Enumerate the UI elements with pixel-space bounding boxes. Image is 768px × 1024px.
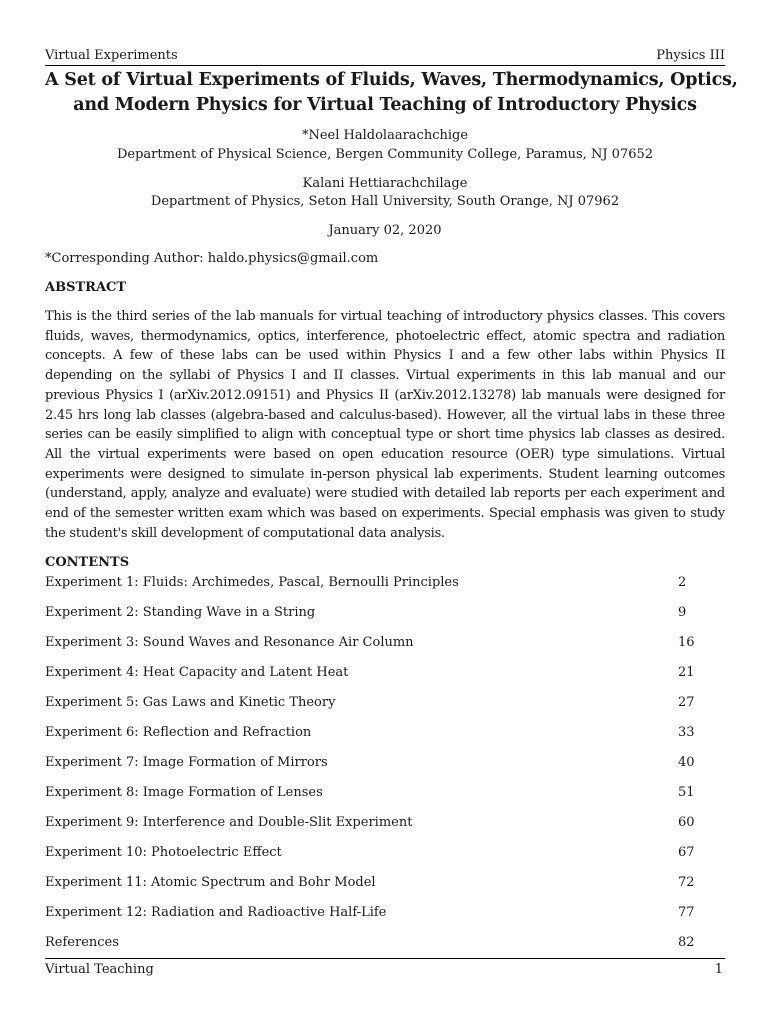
contents-heading: CONTENTS — [45, 555, 130, 570]
running-header — [45, 47, 725, 66]
running-footer — [45, 958, 725, 979]
table-of-contents — [45, 573, 725, 963]
toc-entry-title: Experiment 9: Interference and Double-Slit Experiment — [45, 815, 413, 830]
header-right: Physics III — [656, 48, 725, 63]
toc-entry-title: Experiment 1: Fluids: Archimedes, Pascal, Bernoulli Principles — [45, 575, 459, 590]
toc-entry-title: Experiment 5: Gas Laws and Kinetic Theory — [45, 695, 336, 710]
toc-entry-page: 77 — [678, 905, 695, 920]
toc-entry — [45, 753, 725, 783]
toc-entry-page: 2 — [678, 575, 687, 590]
toc-entry — [45, 873, 725, 903]
toc-entry-title: Experiment 4: Heat Capacity and Latent Heat — [45, 665, 349, 680]
author-1-affiliation: Department of Physical Science, Bergen Community College, Paramus, NJ 07652 — [116, 147, 654, 162]
toc-entry-page: 33 — [678, 725, 695, 740]
toc-entry — [45, 903, 725, 933]
title-line-2: and Modern Physics for Virtual Teaching of Introductory Physics — [73, 95, 697, 115]
corresponding-author: *Corresponding Author: haldo.physics@gmail.com — [45, 251, 379, 266]
author-2-affiliation: Department of Physics, Seton Hall University, South Orange, NJ 07962 — [150, 194, 620, 209]
toc-entry-page: 72 — [678, 875, 695, 890]
paper-date: January 02, 2020 — [328, 223, 442, 238]
toc-entry — [45, 843, 725, 873]
toc-entry-page: 40 — [678, 755, 695, 770]
author-1-name: *Neel Haldolaarachchige — [301, 128, 469, 143]
toc-entry-title: Experiment 12: Radiation and Radioactive Half-Life — [45, 905, 387, 920]
toc-entry — [45, 693, 725, 723]
toc-entry-page: 51 — [678, 785, 695, 800]
author-2-name: Kalani Hettiarachchilage — [302, 176, 468, 191]
toc-entry-page: 9 — [678, 605, 687, 620]
toc-entry-title: References — [45, 935, 119, 950]
toc-entry — [45, 723, 725, 753]
toc-entry-page: 82 — [678, 935, 695, 950]
toc-entry-title: Experiment 3: Sound Waves and Resonance Air Column — [45, 635, 414, 650]
toc-entry-page: 16 — [678, 635, 695, 650]
toc-entry — [45, 783, 725, 813]
toc-entry-title: Experiment 7: Image Formation of Mirrors — [45, 755, 328, 770]
footer-left: Virtual Teaching — [45, 962, 154, 977]
toc-entry — [45, 573, 725, 603]
title-line-1: A Set of Virtual Experiments of Fluids, Waves, Thermodynamics, Optics, — [45, 70, 738, 90]
toc-entry-page: 60 — [678, 815, 695, 830]
abstract-text: This is the third series of the lab manuals for virtual teaching of introductory physics classes. This covers fluids, waves, thermodynamics, optics, interference, photoelectric effect, atomic spectra and radiation concepts. A few of these labs can be used within Physics I and a few other labs within Physics II depending on the syllabi of Physics I and II classes. Virtual experiments in this lab manual and our previous Physics I (arXiv.2012.09151) and Physics II (arXiv.2012.13278) lab manuals were designed for 2.45 hrs long lab classes (algebra-based and calculus-based). However, all the virtual labs in these three series can be easily simplified to align with conceptual type or short time physics lab classes as desired. All the virtual experiments were based on open education resource (OER) type simulations. Virtual experiments were designed to simulate in-person physical lab experiments. Student learning outcomes (understand, apply, analyze and evaluate) were studied with detailed lab reports per each experiment and end of the semester written exam which was based on experiments. Special emphasis was given to study the student's skill development of computational data analysis. — [45, 309, 725, 541]
toc-entry — [45, 813, 725, 843]
toc-entry — [45, 603, 725, 633]
toc-entry-title: Experiment 8: Image Formation of Lenses — [45, 785, 323, 800]
toc-entry-title: Experiment 11: Atomic Spectrum and Bohr Model — [45, 875, 376, 890]
header-left: Virtual Experiments — [45, 48, 178, 63]
toc-entry-title: Experiment 2: Standing Wave in a String — [45, 605, 316, 620]
paper-title — [45, 68, 738, 118]
document-page — [45, 0, 738, 1024]
toc-entry-page: 27 — [678, 695, 695, 710]
toc-entry-title: Experiment 10: Photoelectric Effect — [45, 845, 282, 860]
toc-entry-page: 21 — [678, 665, 695, 680]
abstract-heading: ABSTRACT — [45, 280, 127, 295]
toc-entry-page: 67 — [678, 845, 695, 860]
toc-entry-title: Experiment 6: Reflection and Refraction — [45, 725, 312, 740]
page-number: 1 — [714, 962, 723, 977]
toc-entry — [45, 633, 725, 663]
toc-entry — [45, 663, 725, 693]
